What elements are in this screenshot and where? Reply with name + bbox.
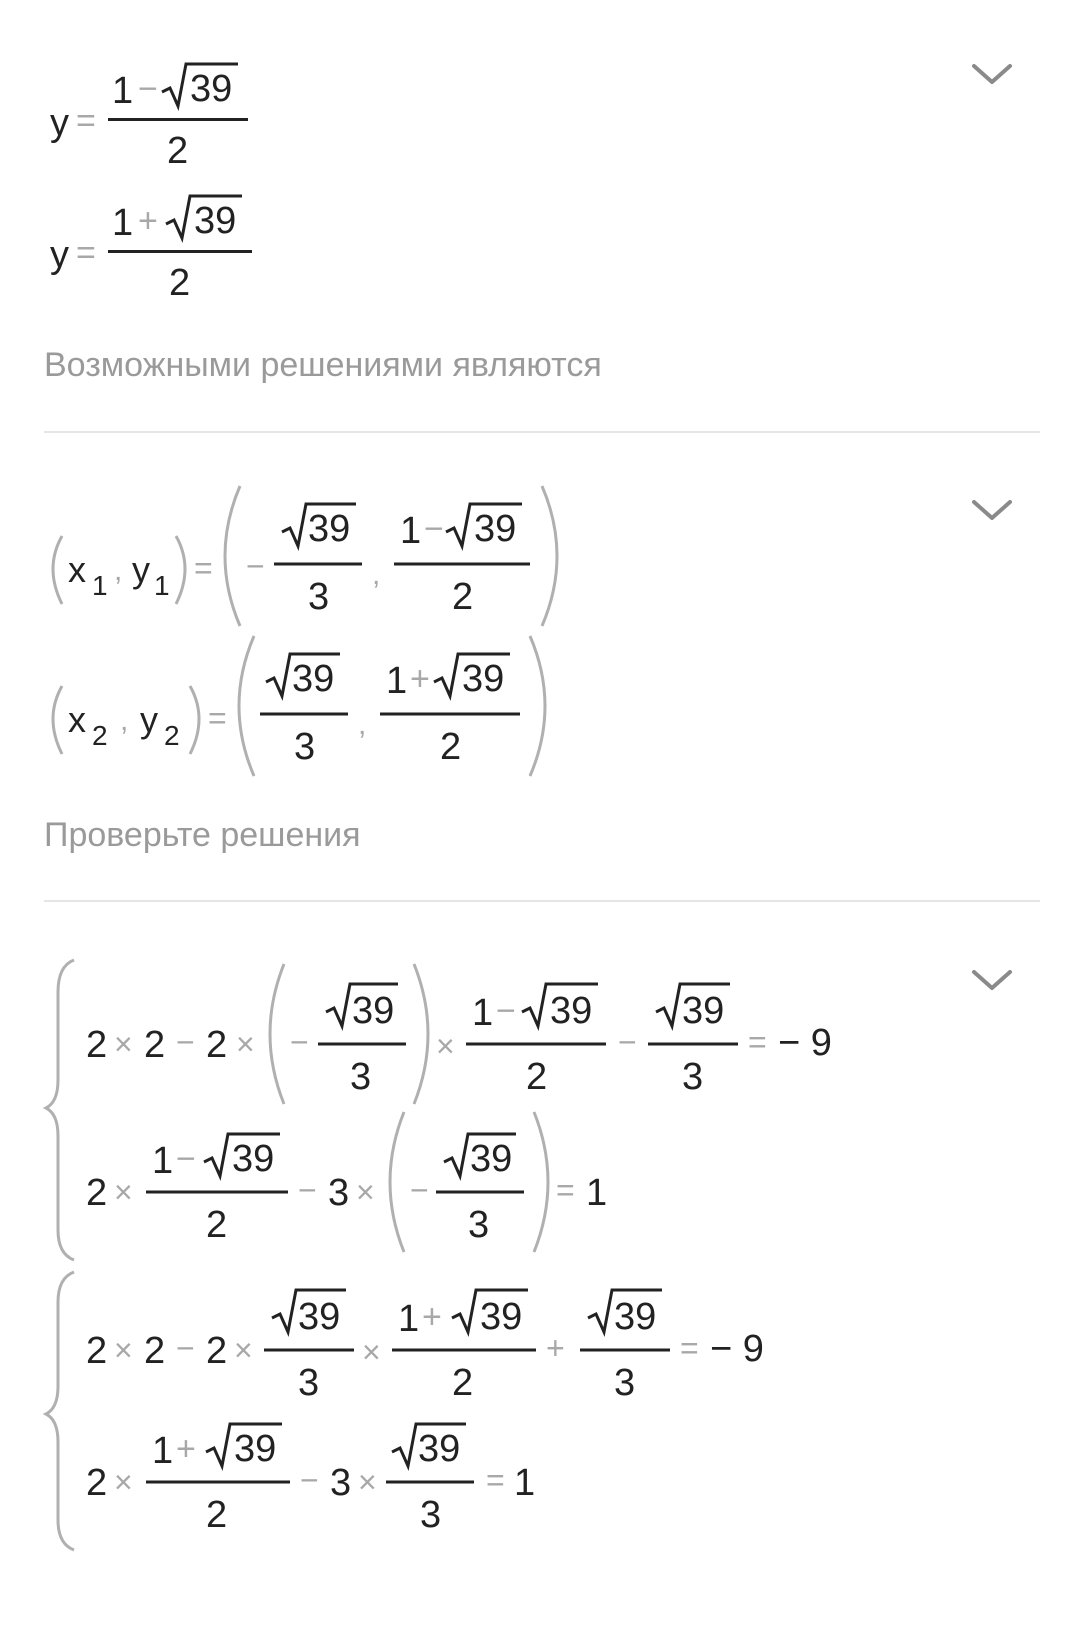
denominator: 2: [452, 1362, 474, 1404]
term: 2: [86, 1024, 108, 1066]
numerator-lead: 1: [112, 70, 134, 112]
result: − 9: [778, 1022, 832, 1064]
radicand: 39: [614, 1296, 657, 1338]
radicand: 39: [352, 990, 395, 1032]
term: 2: [144, 1330, 166, 1372]
term: 2: [206, 1024, 228, 1066]
subscript: 2: [164, 720, 180, 751]
minus-sign: −: [176, 1024, 195, 1060]
denominator: 2: [206, 1204, 228, 1246]
times-sign: ×: [358, 1464, 377, 1500]
numerator-lead: 1: [400, 510, 422, 552]
equals-sign: =: [76, 102, 96, 140]
term: 2: [144, 1024, 166, 1066]
equals-sign: =: [208, 700, 227, 736]
radicand: 39: [682, 990, 725, 1032]
radicand: 39: [550, 990, 593, 1032]
radicand: 39: [480, 1296, 523, 1338]
minus-sign: −: [290, 1024, 309, 1060]
term: 3: [330, 1462, 352, 1504]
denominator: 2: [452, 576, 474, 618]
numerator-op: −: [176, 1140, 196, 1178]
numerator-op: +: [138, 202, 158, 240]
term: 2: [86, 1330, 108, 1372]
minus-sign: −: [176, 1330, 195, 1366]
subscript: 1: [92, 570, 108, 601]
equals-sign: =: [680, 1330, 699, 1366]
var-y: y: [132, 549, 150, 590]
radicand: 39: [298, 1296, 341, 1338]
equals-sign: =: [76, 234, 96, 272]
step-caption: Проверьте решения: [44, 816, 361, 854]
denominator: 3: [468, 1204, 490, 1246]
term: 2: [86, 1172, 108, 1214]
denominator: 2: [169, 262, 191, 304]
numerator-op: −: [496, 992, 516, 1030]
numerator-op: +: [422, 1298, 442, 1336]
term: 3: [328, 1172, 350, 1214]
minus-sign: −: [246, 548, 265, 584]
numerator-op: −: [424, 510, 444, 548]
times-sign: ×: [436, 1028, 455, 1064]
var-y: y: [50, 102, 69, 144]
subscript: 2: [92, 720, 108, 751]
radicand: 39: [474, 508, 517, 550]
comma: ,: [120, 704, 129, 737]
result: 1: [586, 1172, 608, 1214]
denominator: 2: [206, 1494, 228, 1536]
numerator-lead: 1: [472, 992, 494, 1034]
term: 2: [86, 1462, 108, 1504]
equals-sign: =: [486, 1462, 505, 1498]
denominator: 2: [440, 726, 462, 768]
var-x: x: [68, 699, 86, 740]
denominator: 3: [682, 1056, 704, 1098]
denominator: 3: [294, 726, 316, 768]
times-sign: ×: [356, 1174, 375, 1210]
comma: ,: [114, 554, 123, 587]
times-sign: ×: [114, 1026, 133, 1062]
times-sign: ×: [114, 1332, 133, 1368]
denominator: 3: [298, 1362, 320, 1404]
minus-sign: −: [300, 1462, 319, 1498]
radicand: 39: [234, 1428, 277, 1470]
radicand: 39: [470, 1138, 513, 1180]
result: 1: [514, 1462, 536, 1504]
radicand: 39: [462, 658, 505, 700]
times-sign: ×: [362, 1334, 381, 1370]
numerator-lead: 1: [152, 1140, 174, 1182]
numerator-lead: 1: [112, 202, 134, 244]
comma: ,: [358, 708, 367, 741]
denominator: 3: [420, 1494, 442, 1536]
numerator-lead: 1: [386, 660, 408, 702]
radicand: 39: [308, 508, 351, 550]
denominator: 3: [350, 1056, 372, 1098]
radicand: 39: [232, 1138, 275, 1180]
times-sign: ×: [236, 1026, 255, 1062]
minus-sign: −: [298, 1172, 317, 1208]
times-sign: ×: [114, 1174, 133, 1210]
equals-sign: =: [194, 550, 213, 586]
denominator: 3: [614, 1362, 636, 1404]
denominator: 2: [167, 130, 189, 172]
radicand: 39: [190, 68, 233, 110]
numerator-lead: 1: [152, 1430, 174, 1472]
times-sign: ×: [234, 1332, 253, 1368]
denominator: 3: [308, 576, 330, 618]
times-sign: ×: [114, 1464, 133, 1500]
plus-sign: +: [546, 1330, 565, 1366]
radicand: 39: [418, 1428, 461, 1470]
radicand: 39: [292, 658, 335, 700]
term: 2: [206, 1330, 228, 1372]
radicand: 39: [194, 200, 237, 242]
var-y: y: [50, 234, 69, 276]
step-caption: Возможными решениями являются: [44, 346, 602, 384]
denominator: 2: [526, 1056, 548, 1098]
comma: ,: [372, 558, 381, 591]
minus-sign: −: [410, 1172, 429, 1208]
numerator-op: −: [138, 70, 158, 108]
minus-sign: −: [618, 1024, 637, 1060]
result: − 9: [710, 1328, 764, 1370]
var-y: y: [140, 699, 158, 740]
numerator-op: +: [176, 1430, 196, 1468]
subscript: 1: [154, 570, 170, 601]
numerator-lead: 1: [398, 1298, 420, 1340]
equals-sign: =: [556, 1172, 575, 1208]
equals-sign: =: [748, 1024, 767, 1060]
var-x: x: [68, 549, 86, 590]
numerator-op: +: [410, 660, 430, 698]
